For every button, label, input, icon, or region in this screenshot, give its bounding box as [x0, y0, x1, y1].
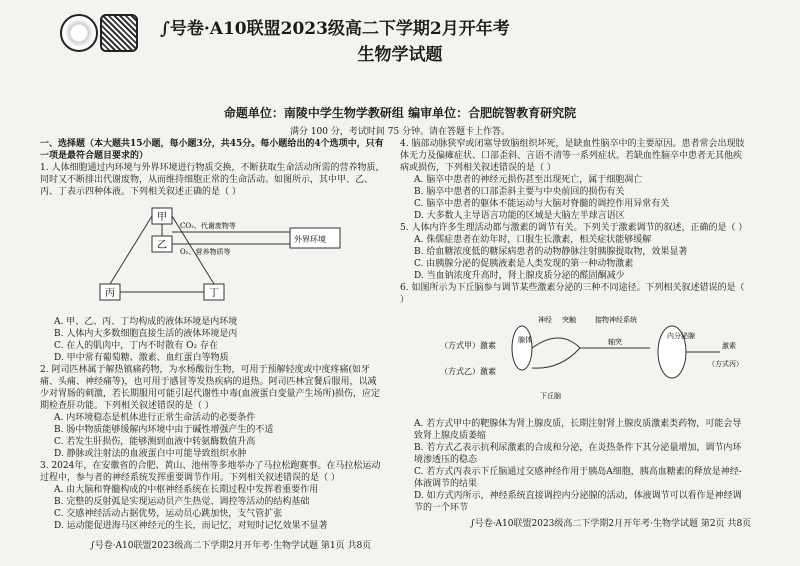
hypothalamus-shape — [532, 338, 580, 368]
question-2-stem: 2. 阿司匹林属于解热镇痛药物，为水杨酸衍生物，可用于预解轻度或中度疼痛(如牙痛、头痛、神经痛等)，也可用于感冒等发热疾病的退热。阿司匹林宜餐后服用，以减少对胃肠的刺激，若长期服用可能引起代谢性中毒(血液蛋白变量产生场所)损伤，应定期检查肝功能。下列相关叙述错误的是（ ） — [40, 365, 381, 411]
question-5-stem: 5. 人体内许多生理活动都与激素的调节有关。下列关于激素调节的叙述，正确的是（ ） — [400, 223, 748, 233]
label-o2: O₂、营养物质等 — [180, 248, 231, 256]
exam-title: ∫号卷·A10联盟2023级高二下学期2月开年考 — [160, 19, 510, 39]
label-yi: 乙 — [157, 240, 167, 251]
right-column — [400, 138, 750, 514]
question-4-stem: 4. 脑部动脉狭窄或闭塞导致脑组织坏死，是缺血性脑卒中的主要原因。患者常会出现肢体无力及偏瘫症状、口部歪斜、言语不清等一系列症状。若缺血性脑卒中患者无其他疾病或损伤，下列相关叙述错误的是（ ） — [400, 139, 745, 173]
section-heading: 一、选择题（本大题共15小题，每小题3分，共45分。每小题给出的4个选项中，只有一项是最符合题目要求的） — [40, 139, 384, 161]
label-mode-b: （方式乙）激素 — [440, 367, 496, 376]
subject-title: 生物学试题 — [357, 45, 443, 65]
label-bing: 丙 — [105, 288, 115, 299]
q2-option-d: D. 静脉或注射法的血液蛋白中可能导致组织水肿 — [54, 449, 247, 459]
q3-option-c: C. 交感神经活动占据优势，运动员心跳加快，支气管扩张 — [54, 509, 283, 519]
label-mode-c: （方式丙） — [708, 360, 743, 368]
q5-option-b: B. 给血糖浓度低的糖尿病患者的动物静脉注射胰腺提取物，效果显著 — [414, 247, 688, 257]
label-co2: CO₂、代谢废物等 — [180, 222, 236, 230]
q5-option-a: A. 侏儒症患者在幼年时，口服生长激素，相关症状能够缓解 — [414, 235, 652, 245]
label-axon: 轴突 — [608, 338, 622, 346]
arrow-jia-bing — [110, 216, 152, 284]
q3-option-b: B. 完整的反射弧是实现运动员产生热觉、调控等活动的结构基础 — [54, 497, 310, 507]
q5-option-d: D. 当血钠浓度升高时，肾上腺皮质分泌的醛固酮减少 — [414, 271, 625, 281]
label-gland: 腺体 — [518, 336, 532, 344]
q2-option-b: B. 肠中物质能够缓解内环境中由于碱性增强产生的不适 — [54, 425, 274, 435]
q2-option-c: C. 若发生肝损伤，能够测到血液中转氨酶数值升高 — [54, 437, 256, 447]
label-jia: 甲 — [157, 212, 167, 223]
q2-option-a: A. 内环境稳态是机体进行正常生命活动的必要条件 — [54, 413, 256, 423]
label-target: 内分泌腺 — [667, 332, 695, 340]
label-nerve: 神经 — [538, 316, 552, 324]
question-1-stem: 1. 人体细胞通过内环境与外界环境进行物质交换，不断获取生命活动所需的营养物质，同时又不断排出代谢废物，从而维持细胞正常的生命活动。如图所示，其中甲、乙、丙、丁表示四种体液。下列相关叙述正确的是（ ） — [40, 163, 385, 197]
left-column — [40, 138, 385, 532]
q6-option-d: D. 如方式丙所示，神经系统直接调控内分泌腺的活动，体液调节可以看作是神经调节的一个环节 — [414, 491, 742, 513]
q4-option-b: B. 脑卒中患者的口部歪斜主要与中央前回的损伤有关 — [414, 187, 625, 197]
author-units: 命题单位：南陵中学生物学教研组 编审单位：合肥皖智教育研究院 — [223, 106, 577, 120]
body-fluid-diagram-svg — [60, 202, 360, 312]
label-synapse: 突触 — [562, 316, 576, 324]
label-outside: 外界环境 — [294, 235, 326, 244]
label-top: 接物神经系统 — [595, 316, 637, 324]
right-footer: ∫号卷·A10联盟2023级高二下学期2月开年考·生物学试题 第2页 共8页 — [470, 519, 752, 529]
q4-option-d: D. 大多数人主导语言功能的区域是大脑左半球言语区 — [414, 211, 625, 221]
label-ding: 丁 — [209, 288, 219, 299]
q1-option-d: D. 甲中常有葡萄糖、激素、血红蛋白等物质 — [54, 353, 229, 363]
label-mode-a: （方式甲）激素 — [440, 341, 496, 350]
q1-option-b: B. 人体内大多数细胞直接生活的液体环境是丙 — [54, 329, 238, 339]
question-6-stem: 6. 如图所示为下丘脑参与调节某些激素分泌的三种不同途径。下列相关叙述错误的是（ ） — [400, 283, 745, 305]
gland-body — [512, 326, 532, 370]
left-footer: ∫号卷·A10联盟2023级高二下学期2月开年考·生物学试题 第1页 共8页 — [90, 541, 372, 551]
hypothalamus-diagram — [440, 308, 750, 416]
q5-option-c: C. 由胰腺分泌的促胰液素是人类发现的第一种动物激素 — [414, 259, 634, 269]
q3-option-a: A. 由大脑和脊髓构成的中枢神经系统在长期过程中发挥着重要作用 — [54, 485, 319, 495]
q4-option-c: C. 脑卒中患者的躯体不能运动与大脑对脊髓的调控作用异常有关 — [414, 199, 670, 209]
q6-option-a: A. 若方式甲中的靶腺体为肾上腺皮质，长期注射肾上腺皮质激素类药物，可能会导致肾上腺皮质萎缩 — [414, 419, 742, 441]
q6-option-b: B. 若方式乙表示抗利尿激素的合成和分泌，在炎热条件下其分泌量增加，调节内环境渗透压的稳态 — [414, 443, 742, 465]
q6-option-c: C. 若方式丙表示下丘脑通过交感神经作用于胰岛A细胞，胰高血糖素的释放是神经-体液调节的结果 — [414, 467, 742, 489]
label-hormone: 激素 — [722, 342, 736, 350]
q3-option-d: D. 运动能促进海马区神经元的生长，而记忆，对短时记忆效果不显著 — [54, 521, 328, 531]
q1-option-a: A. 甲、乙、丙、丁均构成的液体环境是内环境 — [54, 317, 238, 327]
body-fluid-diagram — [60, 202, 360, 312]
hypothalamus-diagram-svg — [440, 308, 750, 416]
q4-option-a: A. 脑卒中患者的神经元损伤甚至出现死亡，属于细胞凋亡 — [414, 175, 643, 185]
label-hypothalamus: 下丘脑 — [540, 392, 561, 400]
q1-option-c: C. 在人的肌肉中，丁内不时散有 O₂ 存在 — [54, 341, 218, 351]
exam-info: 满分 100 分，考试时间 75 分钟。请在答题卡上作答。 — [289, 127, 511, 137]
question-3-stem: 3. 2024年，在安徽省的合肥、黄山、池州等多地举办了马拉松跑赛事。在马拉松运动过程中，参与者的神经系统发挥重要调节作用。下列相关叙述错误的是（ ） — [40, 461, 381, 483]
